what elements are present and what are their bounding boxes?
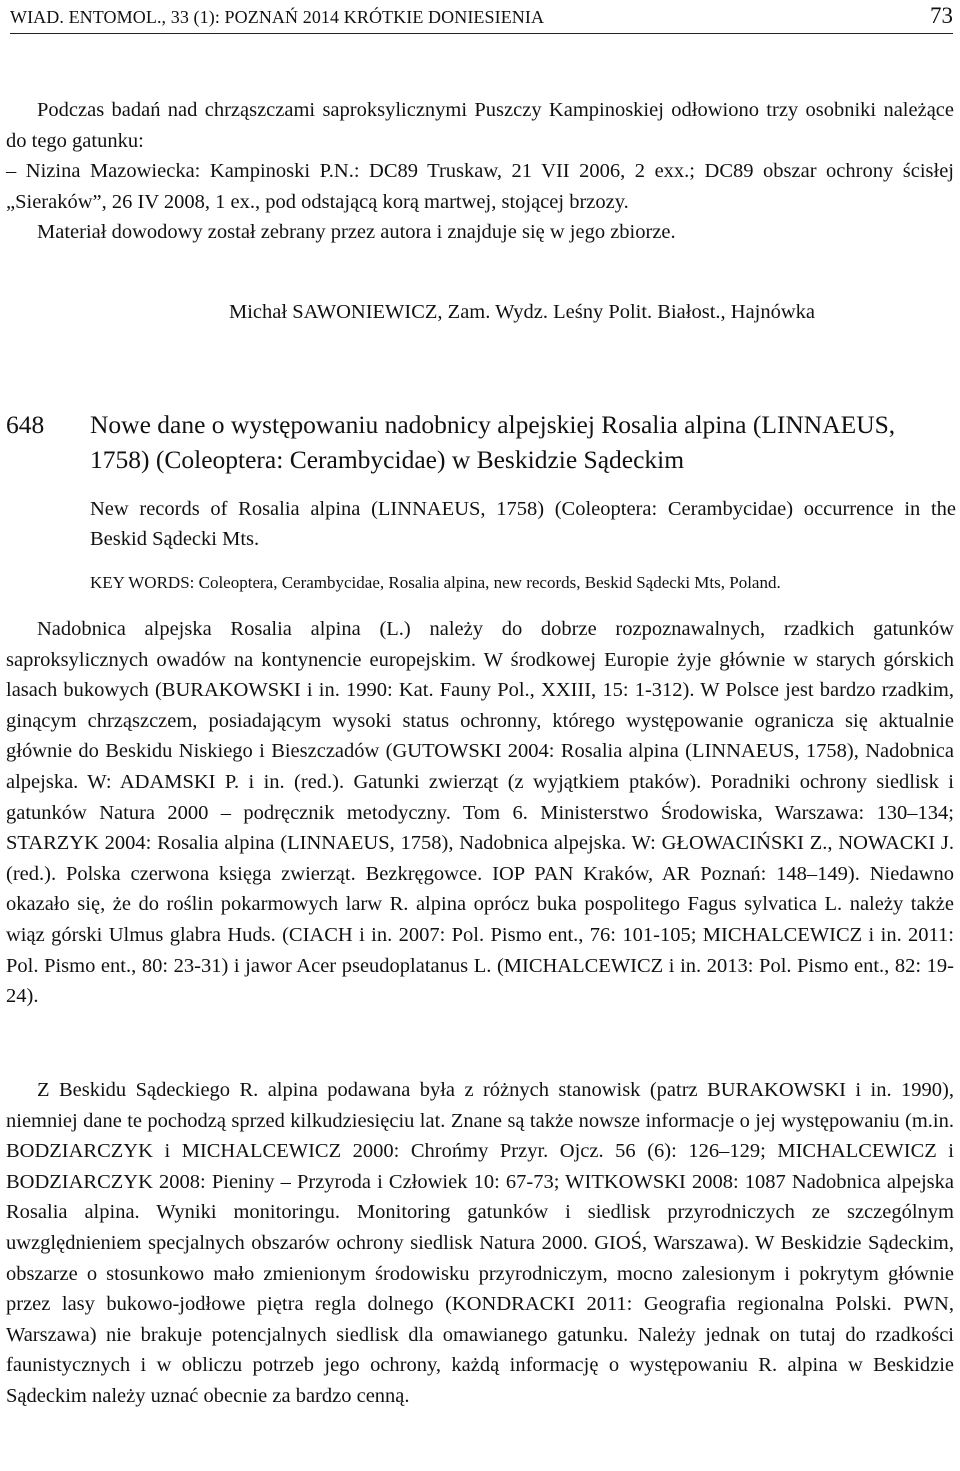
- article-number: 648: [6, 410, 45, 439]
- prev-note-author: Michał SAWONIEWICZ, Zam. Wydz. Leśny Polit. Białost., Hajnówka: [229, 301, 816, 323]
- prev-note-text: [6, 95, 954, 248]
- running-header: [10, 3, 953, 34]
- journal-citation: WIAD. ENTOMOL., 33 (1): POZNAŃ 2014 KRÓTKIE DONIESIENIA: [10, 7, 545, 27]
- prev-note-material: Materiał dowodowy został zebrany przez autora i znajduje się w jego zbiorze.: [37, 221, 676, 244]
- keywords: KEY WORDS: Coleoptera, Cerambycidae, Rosalia alpina, new records, Beskid Sądecki Mts, Poland.: [90, 573, 781, 592]
- page-number: 73: [930, 3, 953, 28]
- prev-note-record: – Nizina Mazowiecka: Kampinoski P.N.: DC89 Truskaw, 21 VII 2006, 2 exx.; DC89 obszar ochrony ścisłej „Sieraków”, 26 IV 2008, 1 ex., pod odstającą korą martwej, stojącej brzozy.: [6, 160, 954, 213]
- english-title: New records of Rosalia alpina (LINNAEUS, 1758) (Coleoptera: Cerambycidae) occurrence in the Beskid Sądecki Mts.: [90, 498, 956, 550]
- prev-note-intro: Podczas badań nad chrząszczami saproksylicznymi Puszczy Kampinoskiej odłowiono trzy osobniki należące do tego gatunku:: [6, 99, 954, 152]
- body-paragraph-1: Nadobnica alpejska Rosalia alpina (L.) należy do dobrze rozpoznawalnych, rzadkich gatunków saproksylicznych owadów na kontynencie europejskim. W środkowej Europie żyje głównie w starych górskich lasach bukowych (BURAKOWSKI i in. 1990: Kat. Fauny Pol., XXIII, 15: 1-312). W Polsce jest bardzo rzadkim, ginącym chrząszczem, posiadającym wysoki status ochronny, którego występowanie ogranicza się aktualnie głównie do Beskidu Niskiego i Bieszczadów (GUTOWSKI 2004: Rosalia alpina (LINNAEUS, 1758), Nadobnica alpejska. W: ADAMSKI P. i in. (red.). Gatunki zwierząt (z wyjątkiem ptaków). Poradniki ochrony siedlisk i gatunków Natura 2000 – podręcznik metodyczny. Tom 6. Ministerstwo Środowiska, Warszawa: 130–134; STARZYK 2004: Rosalia alpina (LINNAEUS, 1758), Nadobnica alpejska. W: GŁOWACIŃSKI Z., NOWACKI J. (red.). Polska czerwona księga zwierząt. Bezkręgowce. IOP PAN Kraków, AR Poznań: 148–149). Niedawno okazało się, że do roślin pokarmowych larw R. alpina oprócz buka pospolitego Fagus sylvatica L. należy także wiąz górski Ulmus glabra Huds. (CIACH i in. 2007: Pol. Pismo ent., 76: 101-105; MICHALCEWICZ i in. 2011: Pol. Pismo ent., 80: 23-31) i jawor Acer pseudoplatanus L. (MICHALCEWICZ i in. 2013: Pol. Pismo ent., 82: 19-24).: [6, 618, 954, 1008]
- body-paragraph-2: Z Beskidu Sądeckiego R. alpina podawana była z różnych stanowisk (patrz BURAKOWSKI i in. 1990), niemniej dane te pochodzą sprzed kilkudziesięciu lat. Znane są także nowsze informacje o jej występowaniu (m.in. BODZIARCZYK i MICHALCEWICZ 2000: Chrońmy Przyr. Ojcz. 56 (6): 126–129; MICHALCEWICZ i BODZIARCZYK 2008: Pieniny – Przyroda i Człowiek 10: 67-73; WITKOWSKI 2008: 1087 Nadobnica alpejska Rosalia alpina. Wyniki monitoringu. Monitoring gatunków i siedlisk przyrodniczych ze szczególnym uwzględnieniem specjalnych obszarów ochrony siedlisk Natura 2000. GIOŚ, Warszawa). W Beskidzie Sądeckim, obszarze o stosunkowo mało zmienionym środowisku przyrodniczym, mocno zalesionym i pokrytym głównie przez lasy bukowo-jodłowe piętra regla dolnego (KONDRACKI 2011: Geografia regionalna Polski. PWN, Warszawa) nie brakuje potencjalnych siedlisk dla omawianego gatunku. Należy jednak on tutaj do rzadkości faunistycznych i w obliczu potrzeb jego ochrony, każdą informację o występowaniu R. alpina w Beskidzie Sądeckim należy uznać obecnie za bardzo cenną.: [6, 1079, 954, 1407]
- article-title: Nowe dane o występowaniu nadobnicy alpejskiej Rosalia alpina (LINNAEUS, 1758) (Coleoptera: Cerambycidae) w Beskidzie Sądeckim: [90, 410, 896, 474]
